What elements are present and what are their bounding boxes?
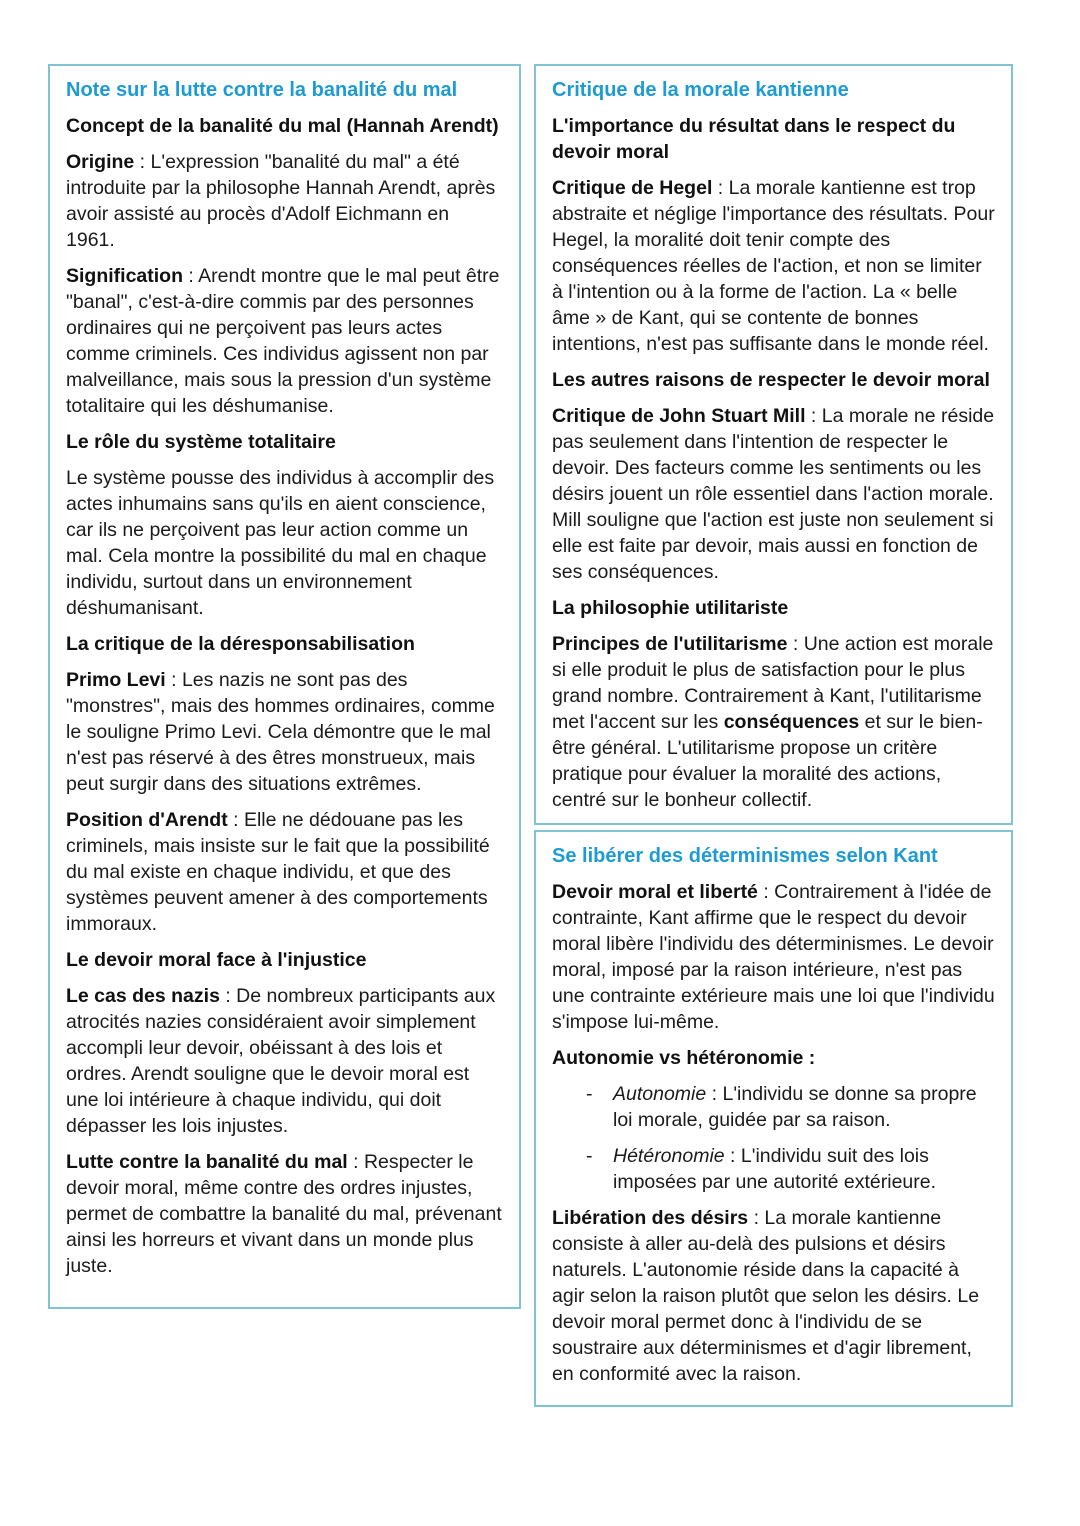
box-title: Note sur la lutte contre la banalité du mal (66, 79, 458, 101)
box-title: Critique de la morale kantienne (552, 79, 849, 101)
bold-text-run: Position d'Arendt (66, 809, 228, 831)
bold-text-run: Primo Levi (66, 669, 166, 691)
bold-text-run: Devoir moral et liberté (552, 881, 758, 903)
text-run: : La morale ne réside pas seulement dans l'intention de respecter le devoir. Des facteurs comme les sentiments ou les désirs jouent un rôle essentiel dans l'action morale. Mill souligne que l'action est juste non seulement si elle est faite par devoir, mais aussi en fonction de ses conséquences. (552, 405, 995, 583)
bold-text-run: Le rôle du système totalitaire (66, 431, 336, 453)
text-run: : Elle ne dédouane pas les criminels, mais insiste sur le fait que la possibilité du mal existe en chaque individu, et que des systèmes peuvent amener à des comportements immoraux. (66, 809, 490, 935)
text-run: : L'individu suit des lois imposées par une autorité extérieure. (613, 1145, 937, 1193)
bold-text-run: Origine (66, 151, 135, 173)
text-run: : La morale kantienne consiste à aller au-delà des pulsions et désirs naturels. L'autonomie réside dans la capacité à agir selon la raison plutôt que selon les désirs. Le devoir moral permet donc à l'individu de se soustraire aux déterminismes et d'agir librement, en conformité avec la raison. (552, 1207, 980, 1385)
paragraph (552, 879, 995, 1035)
box-content (552, 113, 995, 813)
bullet-dash-marker: - (586, 1145, 593, 1167)
bold-text-run: Libération des désirs (552, 1207, 749, 1229)
text-run: : L'expression "banalité du mal" a été introduite par la philosophe Hannah Arendt, après avoir assisté au procès d'Adolf Eichmann en 1961. (66, 151, 496, 251)
bold-text-run: Principes de l'utilitarisme (552, 633, 788, 655)
section-heading (552, 367, 995, 393)
section-heading (66, 947, 503, 973)
paragraph (66, 807, 503, 937)
section-heading (66, 631, 503, 657)
text-run: : Respecter le devoir moral, même contre des ordres injustes, permet de combattre la banalité du mal, prévenant ainsi les horreurs et vivant dans un monde plus juste. (66, 1151, 502, 1277)
text-run: : (803, 1047, 816, 1069)
text-run: : De nombreux participants aux atrocités nazies considéraient avoir simplement accompli leur devoir, obéissant à des lois et ordres. Arendt souligne que le devoir moral est une loi intérieure à chaque individu, qui doit dépasser les lois injustes. (66, 985, 496, 1137)
text-run: Le système pousse des individus à accomplir des actes inhumains sans qu'ils en aient conscience, car ils ne perçoivent pas leur action comme un mal. Cela montre la possibilité du mal en chaque individu, surtout dans un environnement déshumanisant. (66, 467, 495, 619)
section-heading (66, 429, 503, 455)
paragraph (66, 465, 503, 621)
bullet-text (613, 1081, 995, 1133)
section-heading (552, 113, 995, 165)
bold-text-run: Le devoir moral face à l'injustice (66, 949, 367, 971)
paragraph (552, 175, 995, 357)
paragraph (66, 149, 503, 253)
text-run: : Les nazis ne sont pas des "monstres", mais des hommes ordinaires, comme le souligne Primo Levi. Cela démontre que le mal n'est pas réservé à des êtres monstrueux, mais peut surgir dans des situations extrêmes. (66, 669, 495, 795)
box-title: Se libérer des déterminismes selon Kant (552, 845, 938, 867)
paragraph (552, 403, 995, 585)
paragraph (66, 983, 503, 1139)
paragraph (552, 1205, 995, 1387)
italic-text-run: Autonomie (613, 1083, 707, 1105)
section-heading (552, 1045, 995, 1071)
bold-text-run: Les autres raisons de respecter le devoir moral (552, 369, 990, 391)
bullet-item (586, 1081, 995, 1133)
text-run: : Contrairement à l'idée de contrainte, Kant affirme que le respect du devoir moral libère l'individu des déterminismes. Le devoir moral, imposé par la raison intérieure, n'est pas une contrainte extérieure mais une loi que l'individu s'impose lui-même. (552, 881, 995, 1033)
bold-text-run: La critique de la déresponsabilisation (66, 633, 415, 655)
note-box-banalite-du-mal (48, 64, 521, 1309)
bold-text-run: L'importance du résultat dans le respect du devoir moral (552, 115, 956, 163)
bullet-text (613, 1143, 995, 1195)
italic-text-run: Hétéronomie (613, 1145, 725, 1167)
text-run: : Arendt montre que le mal peut être "banal", c'est-à-dire commis par des personnes ordinaires qui ne perçoivent pas leurs actes comme criminels. Ces individus agissent non par malveillance, mais sous la pression d'un système totalitaire qui les déshumanise. (66, 265, 500, 417)
se-liberer-determinismes-box (534, 830, 1013, 1407)
bullet-item (586, 1143, 995, 1195)
bold-text-run: La philosophie utilitariste (552, 597, 789, 619)
bold-text-run: Critique de Hegel (552, 177, 713, 199)
section-heading (66, 113, 503, 139)
paragraph (66, 667, 503, 797)
bold-text-run: Lutte contre la banalité du mal (66, 1151, 348, 1173)
bold-text-run: Le cas des nazis (66, 985, 220, 1007)
bold-text-run: Concept de la banalité du mal (Hannah Arendt) (66, 115, 499, 137)
section-heading (552, 595, 995, 621)
critique-morale-kantienne-box (534, 64, 1013, 825)
box-content (552, 879, 995, 1387)
paragraph (66, 263, 503, 419)
paragraph (552, 631, 995, 813)
bold-text-run: Critique de John Stuart Mill (552, 405, 806, 427)
text-run: et sur le bien-être général. L'utilitarisme propose un critère pratique pour évaluer la moralité des actions, centré sur le bonheur collectif. (552, 711, 983, 811)
bullet-dash-marker: - (586, 1083, 593, 1105)
box-content (66, 113, 503, 1279)
text-run: : Une action est morale si elle produit le plus de satisfaction pour le plus grand nombre. Contrairement à Kant, l'utilitarisme met l'accent sur les (552, 633, 994, 733)
bold-text-run: Autonomie vs hétéronomie (552, 1047, 804, 1069)
text-run: : La morale kantienne est trop abstraite et néglige l'importance des résultats. Pour Hegel, la moralité doit tenir compte des conséquences réelles de l'action, et non se limiter à l'intention ou à la forme de l'action. La « belle âme » de Kant, qui se contente de bonnes intentions, n'est pas suffisante dans le monde réel. (552, 177, 995, 355)
paragraph (66, 1149, 503, 1279)
text-run: : L'individu se donne sa propre loi morale, guidée par sa raison. (613, 1083, 977, 1131)
bold-text-run: Signification (66, 265, 183, 287)
bold-text-run: conséquences (723, 711, 860, 733)
